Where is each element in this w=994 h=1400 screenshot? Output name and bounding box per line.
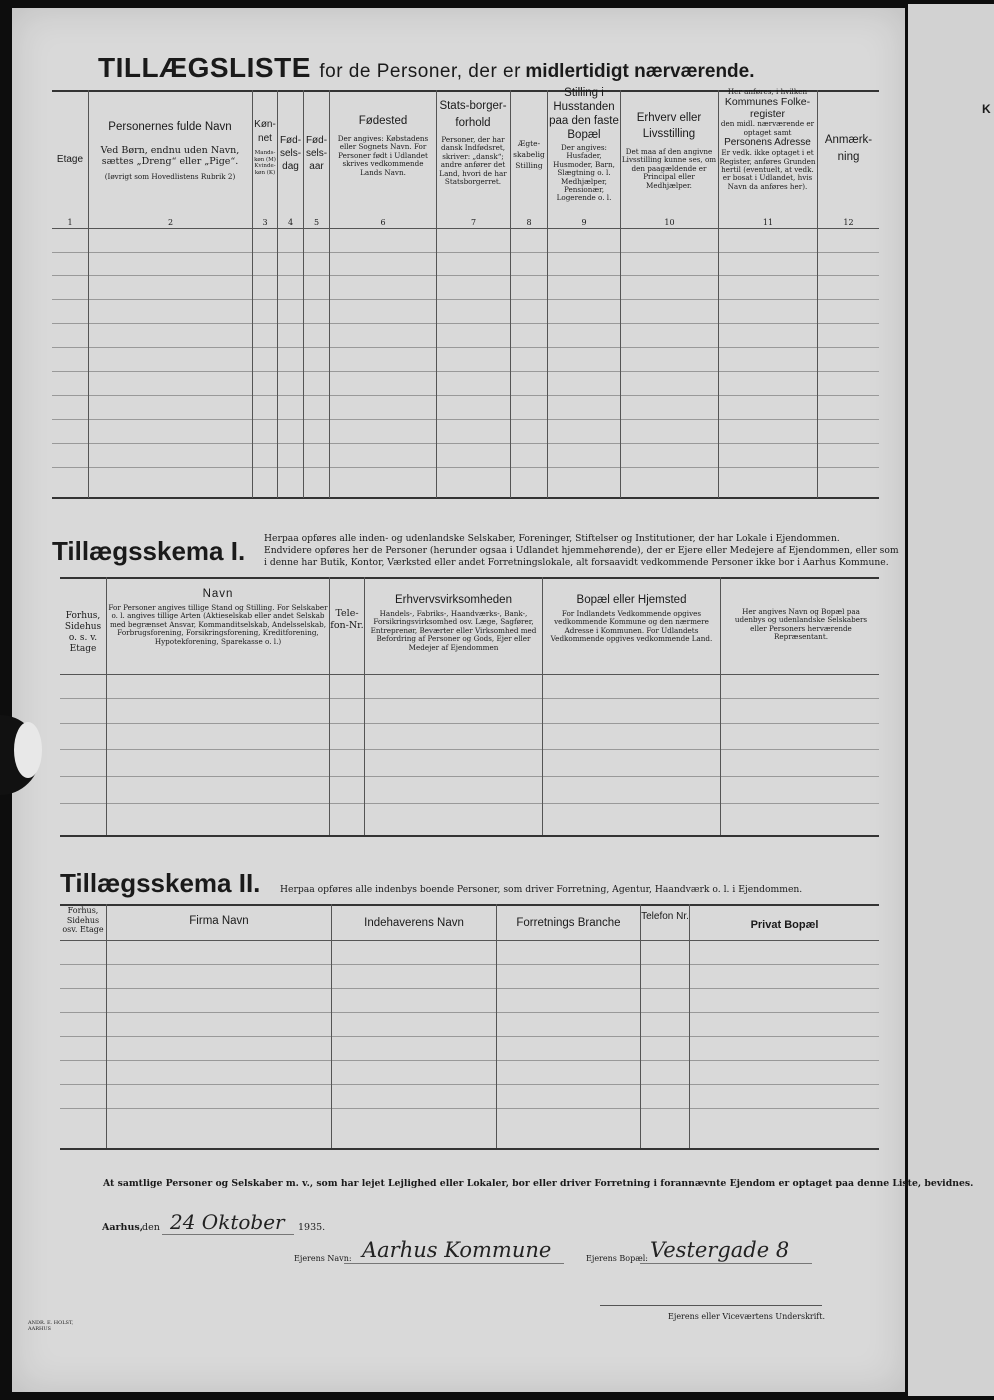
skema2-col-etage: Forhus, Sidehus osv. Etage: [62, 906, 104, 934]
col-folkeregister-note: Er vedk. ikke optaget i et Register, anføres Grunden hertil (eventuelt, at vedk. er bosat i Udlandet, hvis Navn da anføres her).: [719, 148, 816, 191]
title-pre: for de Personer, der er: [319, 61, 521, 82]
col-husstand-header: [548, 86, 620, 203]
skema2-title: Tillægsskema II.: [60, 868, 261, 898]
col-konnet-title: Køn-net: [254, 119, 276, 144]
col-number: 10: [664, 218, 675, 227]
col-husstand-title: Stilling i Husstanden paa den faste Bopæl: [549, 87, 619, 141]
col-konnet-header: [253, 118, 277, 176]
skema2-col-branche: Forretnings Branche: [516, 917, 621, 929]
col-fodselsaar-header: Fød-sels-aar: [305, 135, 328, 172]
col-number: 12: [843, 218, 854, 227]
skema1-intro: [264, 533, 899, 569]
date-handwritten: 24 Oktober: [170, 1210, 285, 1234]
thumb-nail: [14, 722, 42, 778]
owner-line: [294, 1238, 814, 1268]
year-label: 1935.: [298, 1222, 326, 1233]
col-number: 8: [526, 218, 532, 227]
skema2-col-bopael: Privat Bopæl: [750, 919, 819, 931]
col-statsborger-note: Personer, der har dansk Indfødsret, skriver: „dansk“; andre anfører det Land, hvori de har Statsborgerret.: [439, 135, 507, 187]
skema1-col-navn: [108, 587, 328, 646]
skema1-col-bopael: [544, 593, 719, 644]
col-number: 7: [470, 218, 477, 227]
date-line: [102, 1210, 342, 1234]
col-navn-sub: Ved Børn, endnu uden Navn, sættes „Dreng“ eller „Pige“.: [100, 145, 240, 167]
col-fodested-header: [331, 114, 435, 177]
title-bold: midlertidigt nærværende.: [525, 61, 755, 82]
col-number: 5: [313, 218, 320, 227]
den-label: den: [142, 1222, 160, 1233]
col-husstand-note: Der angives: Husfader, Husmoder, Barn, Slægtning o. l. Medhjælper, Pensionær, Logerende o. l.: [553, 143, 615, 203]
col-folkeregister-header: [719, 88, 816, 191]
col-erhverv-note: Det maa af den angivne Livsstilling kunne ses, om den paagældende er Principal eller Medhjælper.: [621, 147, 717, 190]
col-fodested-note: Der angives: Købstadens eller Sognets Navn. For Personer født i Udlandet skrives vedkommende Lands Navn.: [337, 134, 429, 177]
next-page-letter: K: [982, 102, 991, 116]
owner-label: Ejerens Navn:: [294, 1254, 352, 1263]
skema2-col-indehaver: Indehaverens Navn: [364, 917, 464, 929]
signature-label: Ejerens eller Viceværtens Underskrift.: [668, 1312, 826, 1321]
col-fodested-title: Fødested: [358, 115, 408, 127]
printer-mark: ANDR. E. HOLST, AARHUS: [28, 1320, 74, 1332]
owner-handwritten: Aarhus Kommune: [362, 1238, 552, 1262]
bopael-handwritten: Vestergade 8: [650, 1238, 790, 1262]
skema1-col-etage: Forhus, Sidehus o. s. v. Etage: [64, 611, 102, 654]
col-navn-note: (Iøvrigt som Hovedlistens Rubrik 2): [104, 172, 236, 181]
skema1-col-navn-note: For Personer angives tillige Stand og Stilling. For Selskaber o. l. angives tillige Arten (Aktieselskab eller andet Selskab med begrænset Ansvar, Kommanditselskab, Andelsselskab, Forbrugsforening, Forsikringsforening, Kreditforening, Hypotekforening, Sparekasse o. l.): [108, 603, 328, 646]
col-statsborger-title: Stats-borger-forhold: [439, 100, 507, 129]
col-etage-header: Etage: [56, 154, 84, 165]
skema1-intro-line: Endvidere opføres her de Personer (herunder ogsaa i Udlandet hjemmehørende), der er Ejere eller Medejere af Ejendommen, eller som: [264, 545, 899, 556]
footer-statement: At samtlige Personer og Selskaber m. v., som har lejet Lejlighed eller Lokaler, bor eller driver Forretning i forannævnte Ejendom er optaget paa denne Liste, bevidnes.: [103, 1178, 974, 1189]
bopael-label: Ejerens Bopæl:: [586, 1254, 649, 1263]
col-erhverv-title: Erhverv eller Livsstilling: [636, 112, 702, 140]
form-page: [12, 8, 974, 1392]
col-konnet-note: Mands-køn (M) Kvinde-køn (K): [254, 150, 276, 176]
skema1-col-telefon: Tele-fon-Nr.: [330, 608, 364, 631]
col-navn-title: Personernes fulde Navn: [108, 121, 232, 133]
col-anmaerkning-header: Anmærk-ning: [824, 134, 873, 163]
city-label: Aarhus,: [102, 1222, 144, 1233]
col-statsborger-header: [437, 98, 509, 186]
col-number: 9: [581, 218, 587, 227]
col-folkeregister-title2: Personens Adresse: [724, 137, 811, 149]
col-fodselsdag-header: Fød-sels-dag: [279, 135, 302, 172]
skema2-intro: Herpaa opføres alle indenbys boende Personer, som driver Forretning, Agentur, Haandværk o. l. i Ejendommen.: [280, 884, 803, 895]
col-number: 4: [287, 218, 294, 227]
col-folkeregister-title: Kommunes Folke-register: [724, 96, 811, 121]
skema1-col-navn-title: Navn: [202, 588, 234, 600]
title-big: TILLÆGSLISTE: [98, 52, 311, 83]
skema1-col-repraesentant: Her angives Navn og Bopæl paa udenbys og udenlandske Selskabers eller Personers herværende Repræsentant.: [734, 607, 868, 642]
col-aegteskab-header: Ægte-skabelig Stilling: [513, 139, 545, 170]
skema1-col-erhverv-note: Handels-, Fabriks-, Haandværks-, Bank-, Forsikringsvirksomhed osv. Læge, Sagfører, Entreprenør, Beværter eller Virksomhed med Befordring af Personer og Gods, Ejer eller Medejer af Ejendommen: [370, 609, 537, 652]
skema2-col-telefon: Telefon Nr.: [641, 911, 689, 922]
col-number: 3: [262, 218, 268, 227]
col-number: 2: [167, 218, 174, 227]
col-folkeregister-note1: den midl. nærværende er optaget samt: [720, 119, 815, 137]
col-number: 1: [67, 218, 73, 227]
col-navn-header: [90, 120, 250, 181]
col-folkeregister-pre: Her anføres, i hvilken: [727, 87, 808, 96]
skema1-intro-line: Herpaa opføres alle inden- og udenlandske Selskaber, Foreninger, Stiftelser og Institutioner, der har Lokale i Ejendommen.: [264, 533, 840, 544]
skema2-col-firma: Firma Navn: [189, 915, 249, 927]
col-erhverv-header: [621, 110, 717, 190]
skema1-intro-line: i denne har Butik, Kontor, Værksted eller andet Forretningslokale, alt forsaavidt vedkommende Personer ikke bor i Aarhus Kommune.: [264, 557, 889, 568]
col-number: 11: [762, 218, 774, 227]
tillaegsliste-title: [98, 52, 755, 84]
col-number: 6: [380, 218, 386, 227]
skema1-col-erhverv: [366, 593, 541, 652]
skema1-col-bopael-note: For Indlandets Vedkommende opgives vedkommende Kommune og den nærmere Adresse i Kommunen. For Udlandets Vedkommende opgives vedkommende Land.: [550, 609, 713, 644]
skema1-col-bopael-title: Bopæl eller Hjemsted: [576, 594, 687, 606]
skema1-title: Tillægsskema I.: [52, 536, 246, 566]
skema1-col-erhverv-title: Erhvervsvirksomheden: [395, 594, 512, 606]
